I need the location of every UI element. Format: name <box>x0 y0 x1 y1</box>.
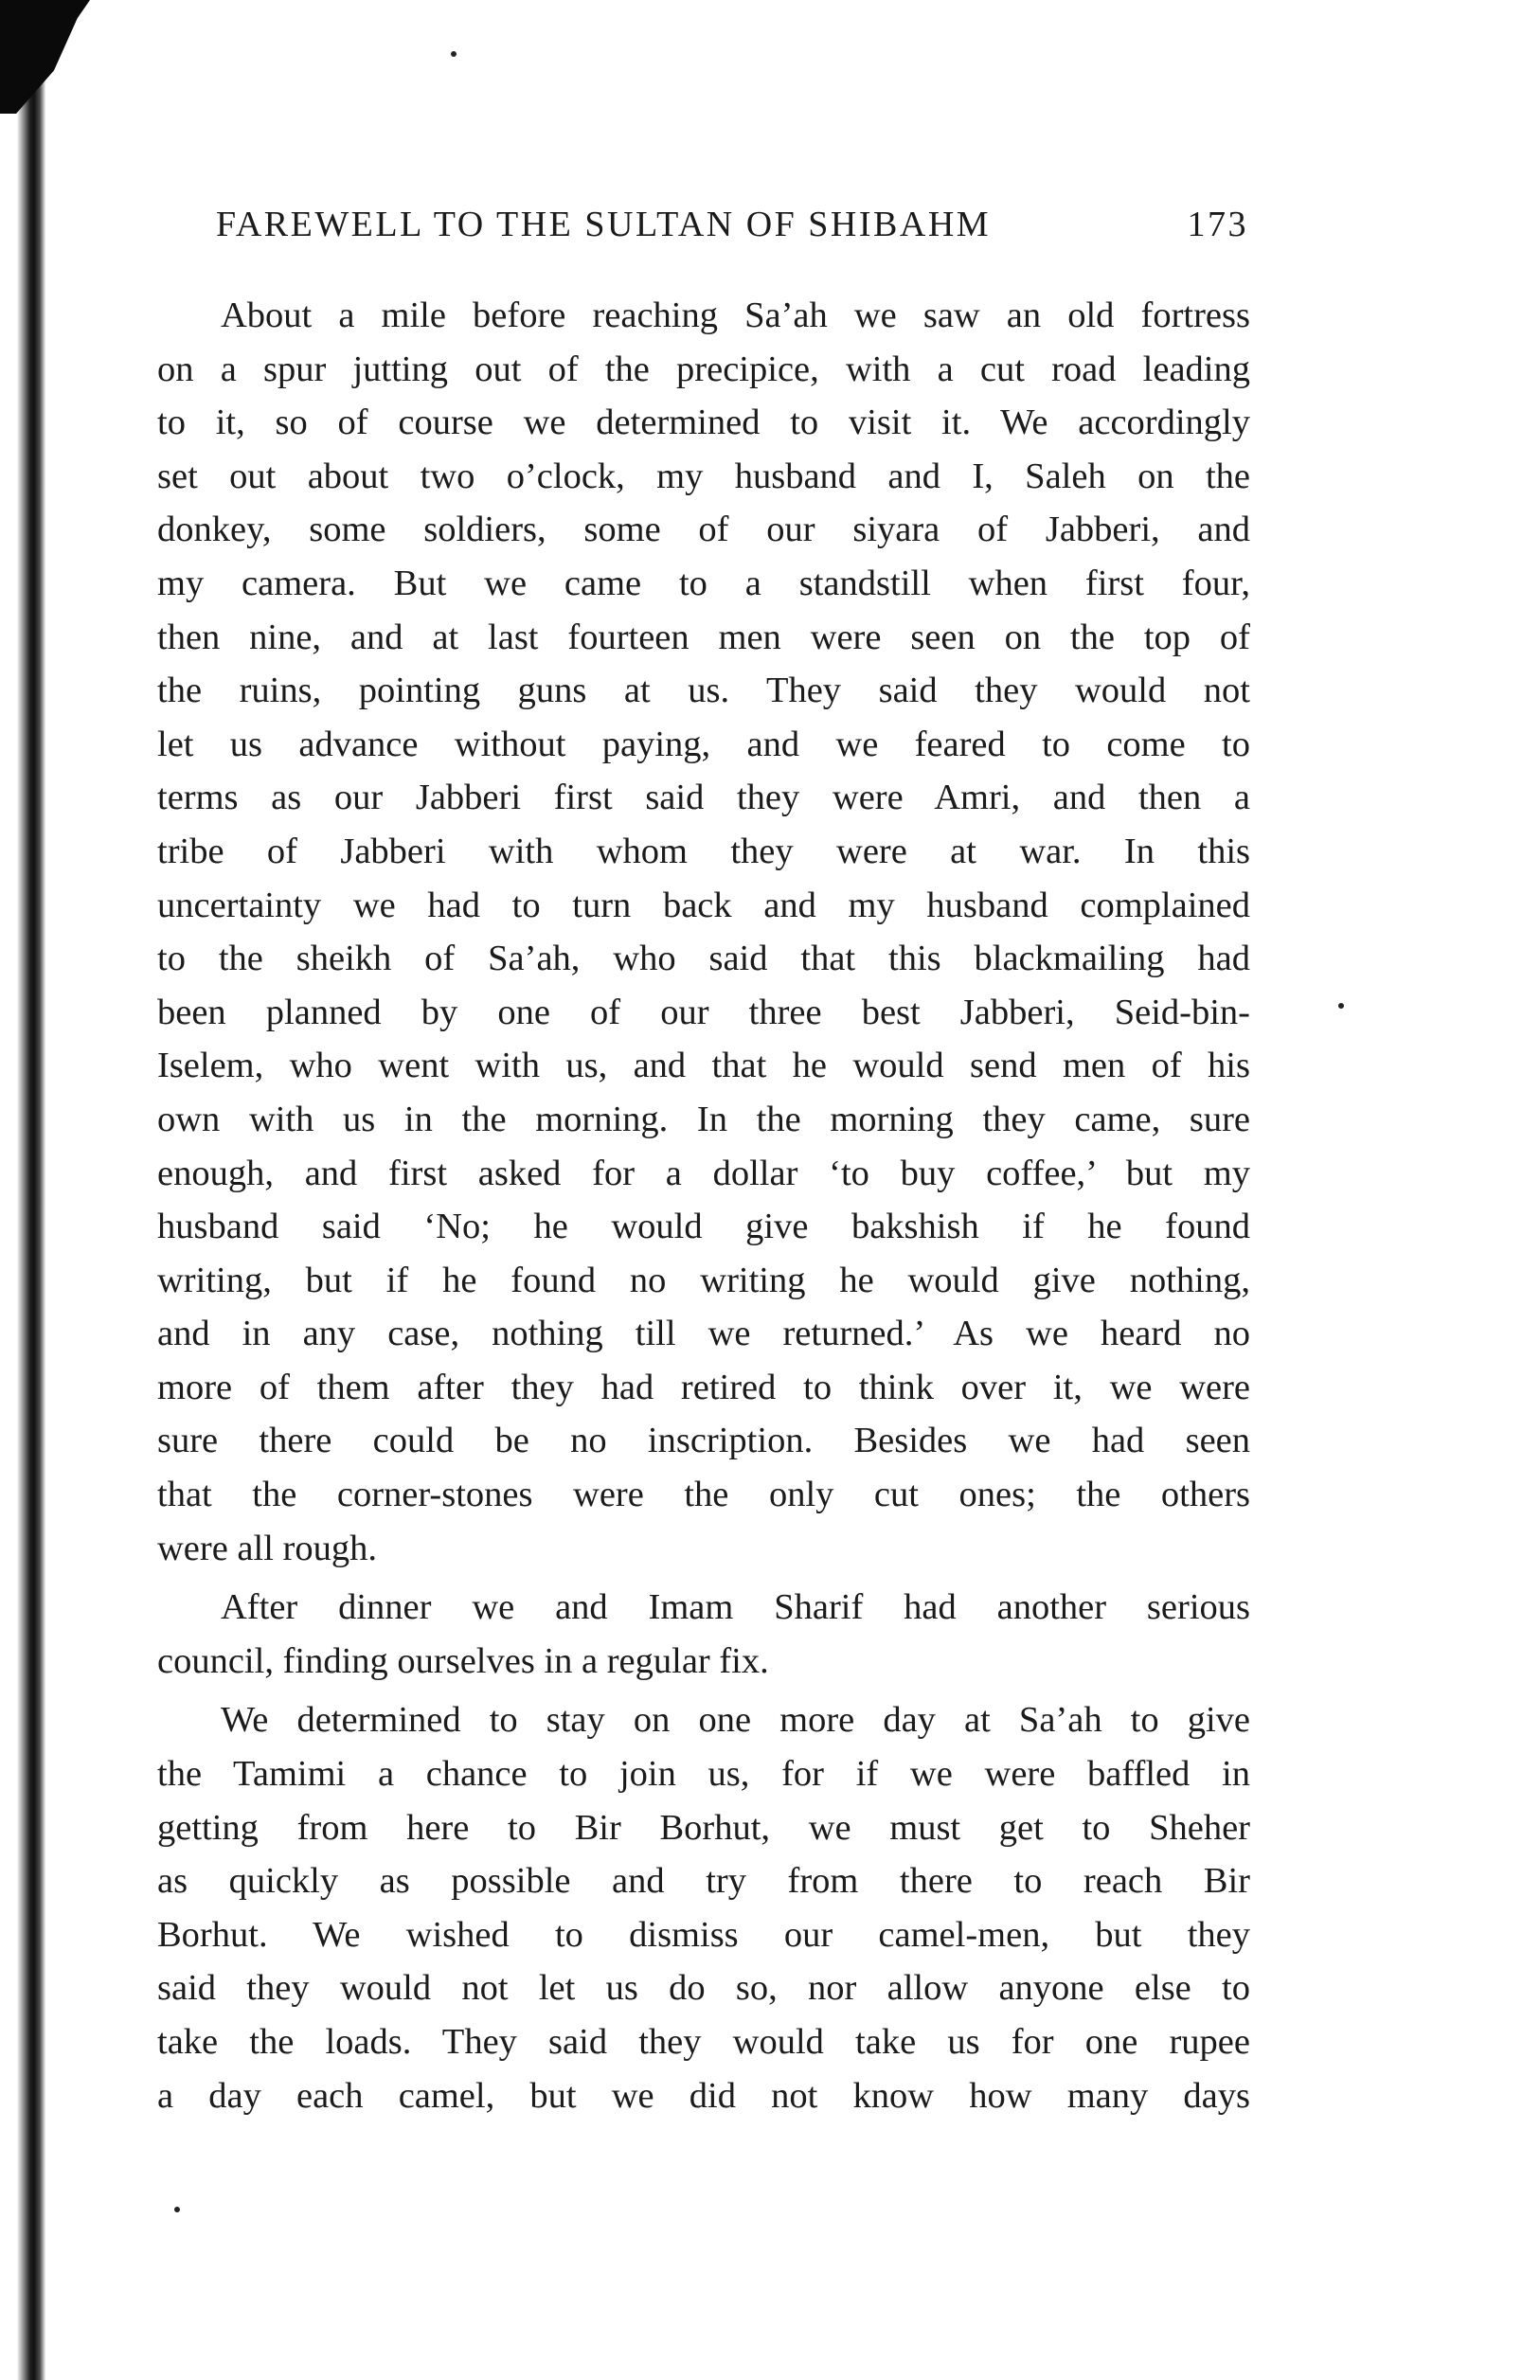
text-line: getting from here to Bir Borhut, we must get to Sheher <box>157 1807 1250 1848</box>
text-line: take the loads. They said they would take us for one rupee <box>157 2022 1250 2062</box>
text-line: husband said ‘No; he would give bakshish if he found <box>157 1207 1250 1247</box>
text-line: own with us in the morning. In the morning they came, sure <box>157 1099 1250 1139</box>
text-line: to it, so of course we determined to visit it. We accordingly <box>157 403 1250 443</box>
text-line: After dinner we and Imam Sharif had another serious <box>221 1587 1250 1628</box>
binding-shadow <box>17 0 45 2380</box>
text-line: About a mile before reaching Sa’ah we saw an old fortress <box>221 295 1250 335</box>
running-header <box>216 204 1248 245</box>
text-line: more of them after they had retired to think over it, we were <box>157 1367 1250 1407</box>
text-line: the Tamimi a chance to join us, for if we were baffled in <box>157 1754 1250 1795</box>
text-line: that the corner-stones were the only cut ones; the others <box>157 1475 1250 1515</box>
text-line: let us advance without paying, and we feared to come to <box>157 724 1250 764</box>
text-line: donkey, some soldiers, some of our siyara of Jabberi, and <box>157 510 1250 550</box>
text-line: writing, but if he found no writing he would give nothing, <box>157 1260 1250 1300</box>
text-line: the ruins, pointing guns at us. They said they would not <box>157 671 1250 711</box>
running-head-title: FAREWELL TO THE SULTAN OF SHIBAHM <box>216 205 992 244</box>
page-number: 173 <box>1187 205 1248 244</box>
text-line: Borhut. We wished to dismiss our camel-men, but they <box>157 1914 1250 1955</box>
stray-dot <box>451 51 457 57</box>
text-line: said they would not let us do so, nor allow anyone else to <box>157 1968 1250 2009</box>
text-line: my camera. But we came to a standstill when first four, <box>157 563 1250 603</box>
text-line: enough, and first asked for a dollar ‘to buy coffee,’ but my <box>157 1153 1250 1193</box>
text-line: as quickly as possible and try from there to reach Bir <box>157 1861 1250 1902</box>
text-line: Iselem, who went with us, and that he would send men of his <box>157 1046 1250 1086</box>
text-line: on a spur jutting out of the precipice, with a cut road leading <box>157 349 1250 389</box>
text-line: were all rough. <box>157 1528 377 1568</box>
text-line: sure there could be no inscription. Besides we had seen <box>157 1421 1250 1461</box>
stray-dot <box>174 2207 180 2212</box>
text-line: set out about two o’clock, my husband and I, Saleh on the <box>157 456 1250 496</box>
text-line: uncertainty we had to turn back and my husband complained <box>157 885 1250 925</box>
text-line: then nine, and at last fourteen men were seen on the top of <box>157 617 1250 657</box>
stray-dot <box>1338 1003 1344 1009</box>
text-line: been planned by one of our three best Jabberi, Seid-bin- <box>157 992 1250 1032</box>
text-line: We determined to stay on one more day at Sa’ah to give <box>221 1700 1250 1741</box>
text-line: council, finding ourselves in a regular fix. <box>157 1640 769 1681</box>
text-line: tribe of Jabberi with whom they were at war. In this <box>157 831 1250 871</box>
text-line: a day each camel, but we did not know how many days <box>157 2075 1250 2116</box>
text-line: and in any case, nothing till we returned.’ As we heard no <box>157 1314 1250 1354</box>
text-line: terms as our Jabberi first said they were Amri, and then a <box>157 778 1250 818</box>
body-text <box>157 289 1250 2122</box>
text-line: to the sheikh of Sa’ah, who said that this blackmailing had <box>157 939 1250 979</box>
